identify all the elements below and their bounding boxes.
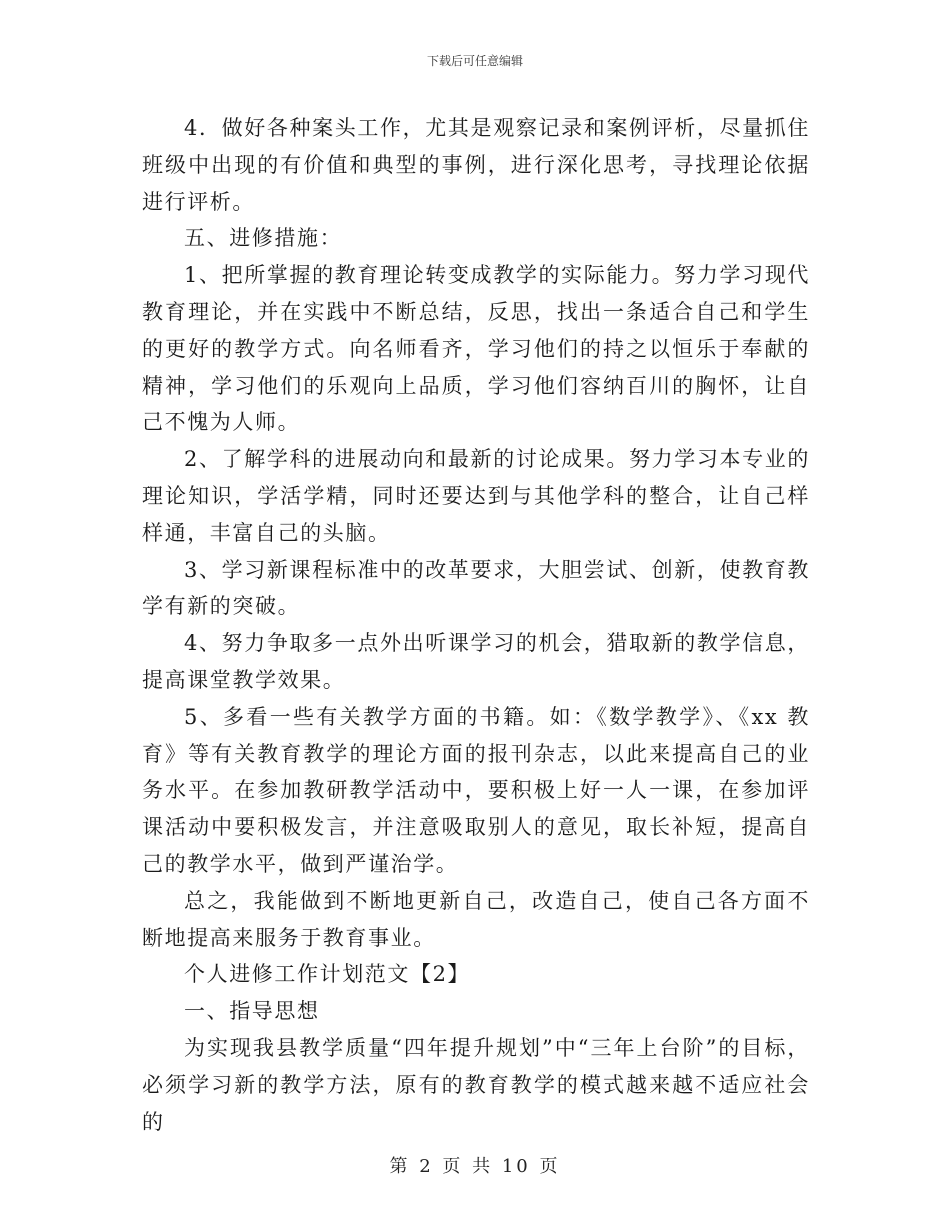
paragraph: 为实现我县教学质量“四年提升规划”中“三年上台阶”的目标，必须学习新的教学方法，原有的教育教学的模式越来越不适应社会的 — [142, 1035, 810, 1134]
paragraph: 3、学习新课程标准中的改革要求，大胆尝试、创新，使教育教学有新的突破。 — [142, 557, 810, 619]
section-heading: 一、指导思想 — [184, 999, 320, 1024]
document-title: 个人进修工作计划范文【2】 — [184, 962, 471, 987]
paragraph: 1、把所掌握的教育理论转变成教学的实际能力。努力学习现代教育理论，并在实践中不断总结，反思，找出一条适合自己和学生的更好的教学方式。向名师看齐，学习他们的持之以恒乐于奉献的精神，学习他们的乐观向上品质，学习他们容纳百川的胸怀，让自己不愧为人师。 — [142, 263, 810, 435]
section-heading: 五、进修措施： — [184, 226, 343, 251]
paragraph: 5、多看一些有关教学方面的书籍。如：《数学教学》、《xx 教育》等有关教育教学的理论方面的报刊杂志，以此来提高自己的业务水平。在参加教研教学活动中，要积极上好一人一课，在参加评课活动中要积极发言，并注意吸取别人的意见，取长补短，提高自己的教学水平，做到严谨治学。 — [142, 704, 810, 876]
paragraph: 4、努力争取多一点外出听课学习的机会，猎取新的教学信息，提高课堂教学效果。 — [142, 631, 810, 692]
document-body — [142, 110, 810, 1140]
page-number: 第 2 页 共 10 页 — [389, 1156, 561, 1177]
paragraph: 4．做好各种案头工作，尤其是观察记录和案例评析，尽量抓住班级中出现的有价值和典型的事例，进行深化思考，寻找理论依据进行评析。 — [142, 116, 810, 214]
header-note: 下载后可任意编辑 — [426, 54, 523, 68]
paragraph: 总之，我能做到不断地更新自己，改造自己，使自己各方面不断地提高来服务于教育事业。 — [142, 888, 810, 950]
paragraph: 2、了解学科的进展动向和最新的讨论成果。努力学习本专业的理论知识，学活学精，同时还要达到与其他学科的整合，让自己样样通，丰富自己的头脑。 — [142, 447, 810, 545]
